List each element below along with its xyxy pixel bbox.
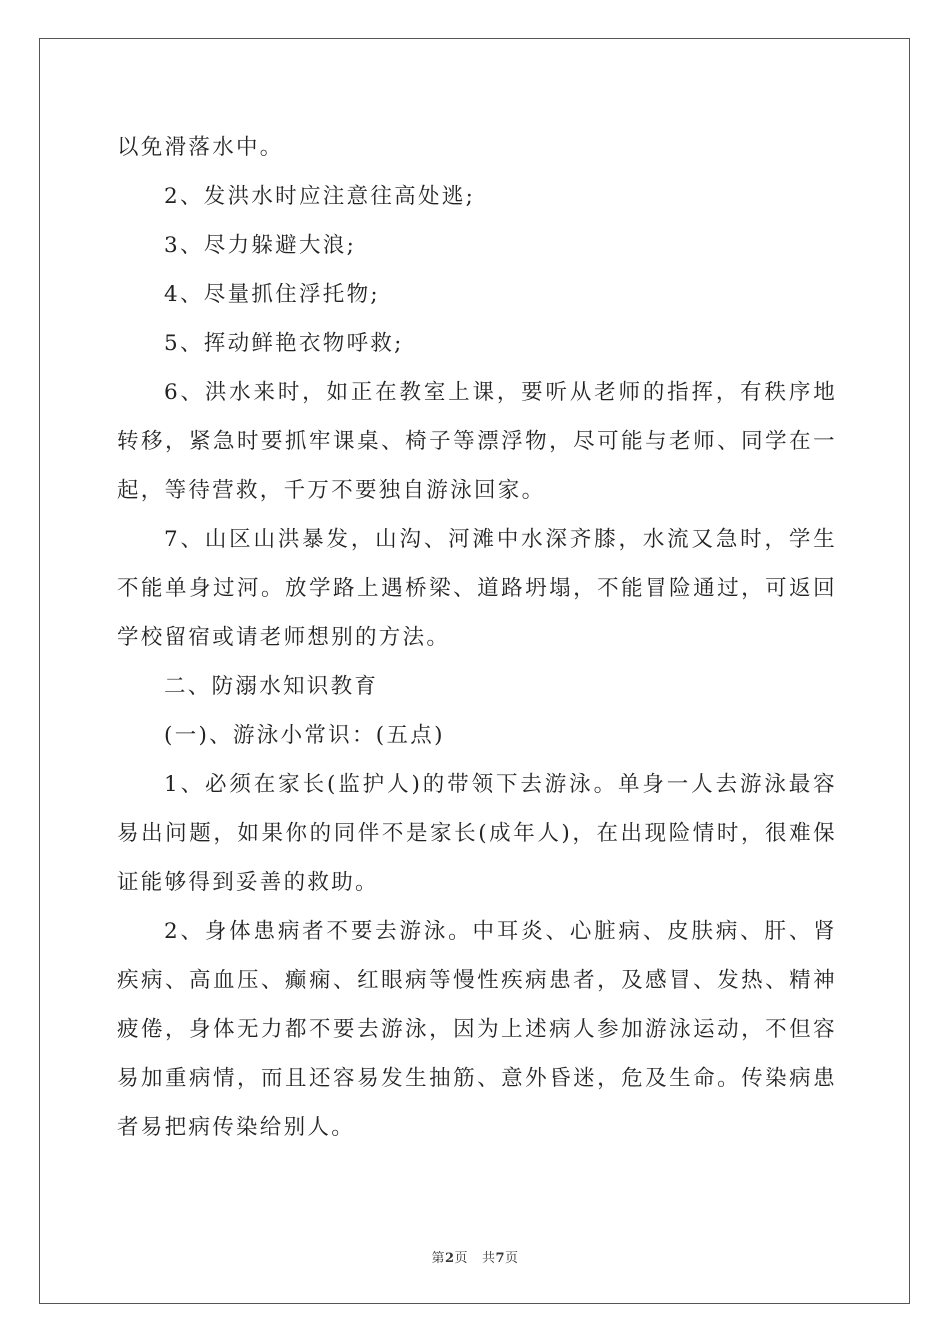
list-item-grab-floating: 4、尽量抓住浮托物;: [164, 282, 380, 307]
document-body: [117, 123, 837, 1152]
list-item-mountain-flood: 7、山区山洪暴发，山沟、河滩中水深齐膝，水流又急时，学生不能单身过河。放学路上遇桥梁、道路坍塌，不能冒险通过，可返回学校留宿或请老师想别的方法。: [117, 527, 837, 650]
subsection-heading-swimming-tips: (一)、游泳小常识：(五点): [164, 723, 445, 748]
footer-total-pages: 7: [495, 1251, 506, 1266]
list-item-wave-clothes: 5、挥动鲜艳衣物呼救;: [164, 331, 404, 356]
footer-total-suffix: 页: [505, 1251, 519, 1266]
footer-page-suffix: 页: [454, 1251, 469, 1266]
list-item-sick-no-swim: 2、身体患病者不要去游泳。中耳炎、心脏病、皮肤病、肝、肾疾病、高血压、癫痫、红眼病等慢性疾病患者，及感冒、发热、精神疲倦，身体无力都不要去游泳，因为上述病人参加游泳运动，不但容易加重病情，而且还容易发生抽筋、意外昏迷，危及生命。传染病患者易把病传染给别人。: [117, 919, 837, 1140]
list-item-classroom-flood: 6、洪水来时，如正在教室上课，要听从老师的指挥，有秩序地转移，紧急时要抓牢课桌、椅子等漂浮物，尽可能与老师、同学在一起，等待营救，千万不要独自游泳回家。: [117, 380, 837, 503]
list-item-swim-with-guardian: 1、必须在家长(监护人)的带领下去游泳。单身一人去游泳最容易出问题，如果你的同伴不是家长(成年人)，在出现险情时，很难保证能够得到妥善的救助。: [117, 772, 837, 895]
list-item-flood-escape-high: 2、发洪水时应注意往高处逃;: [164, 184, 476, 209]
section-heading-drowning-prevention: 二、防溺水知识教育: [164, 674, 379, 699]
footer-page-number: 2: [444, 1251, 455, 1266]
list-item-avoid-waves: 3、尽力躲避大浪;: [164, 233, 357, 258]
page-footer: [0, 1247, 950, 1266]
footer-total-prefix: 共: [481, 1251, 496, 1266]
paragraph-continuation: 以免滑落水中。: [117, 135, 284, 160]
footer-prefix: 第: [431, 1251, 445, 1266]
